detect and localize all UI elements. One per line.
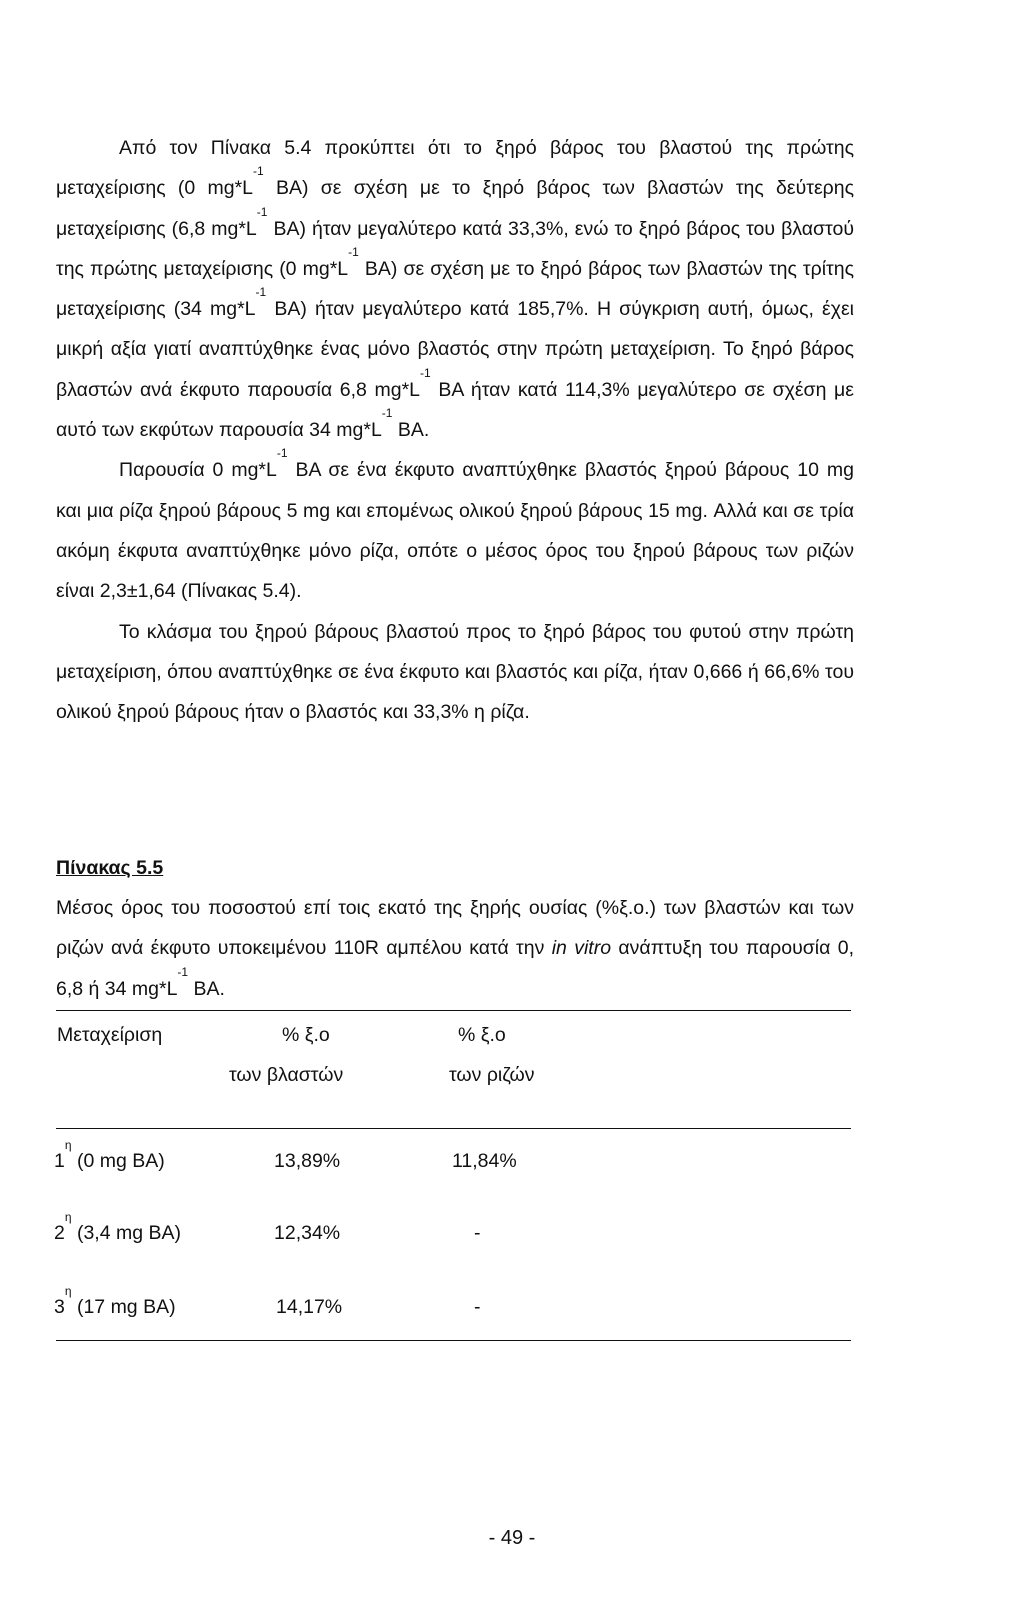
paragraph-2-text: Παρουσία 0 mg*L (119, 459, 277, 482)
row-1-shoots: 13,89% (274, 1150, 341, 1172)
row-1-treatment (54, 1138, 165, 1180)
row-3-number: 3 (54, 1296, 65, 1318)
paragraph-1-text: Από τον Πίνακα 5.4 προκύπτει ότι το ξηρό βάρος του βλαστού της πρώτης μεταχείρισης (0 mg*L (56, 137, 854, 200)
paragraph-2-text: BA σε ένα έκφυτο αναπτύχθηκε βλαστός ξηρού βάρους 10 mg και μια ρίζα ξηρού βάρους 5 mg και επομένως ολικού ξηρού βάρους 15 mg. Αλλά και σε τρία ακόμη έκφυτα αναπτύχθηκε μόνο ρίζα, οπότε ο μέσος όρος του ξηρού βάρους των ριζών είναι 2,3±1,64 (Πίνακας 5.4). (56, 459, 854, 603)
row-2-number: 2 (54, 1222, 65, 1244)
header-roots-line2: των ριζών (449, 1064, 535, 1086)
paragraph-1-superscript: -1 (255, 285, 267, 300)
paragraph-1-superscript: -1 (253, 164, 264, 179)
paragraph-2 (56, 446, 854, 611)
row-1-ordinal: η (64, 1138, 72, 1152)
row-2-dose: (3,4 mg BA) (71, 1222, 181, 1244)
row-3-roots: - (474, 1296, 481, 1318)
header-shoots-line2: των βλαστών (229, 1064, 344, 1086)
caption-italic-text: in vitro (551, 937, 612, 960)
paragraph-1 (56, 128, 854, 450)
table-caption (56, 852, 854, 1009)
paragraph-1-superscript: -1 (256, 204, 268, 219)
row-3-ordinal: η (64, 1284, 72, 1298)
paragraph-1-text: BA ήταν κατά 114,3% μεγαλύτερο σε σχέση με αυτό των εκφύτων παρουσία 34 mg*L (56, 378, 854, 442)
row-2-shoots: 12,34% (274, 1222, 341, 1244)
header-treatment: Μεταχείριση (57, 1024, 163, 1046)
row-2-ordinal: η (64, 1210, 72, 1224)
row-3-treatment (54, 1284, 176, 1326)
row-1-roots: 11,84% (452, 1150, 517, 1172)
table-top-rule (56, 1010, 851, 1011)
row-3-dose: (17 mg BA) (71, 1296, 176, 1318)
caption-text: Μέσος όρος του ποσοστού επί τοις εκατό της ξηρής ουσίας (%ξ.ο.) των βλαστών και των ριζών ανά έκφυτο υποκειμένου 110R αμπέλου κατά την (56, 897, 854, 960)
paragraph-1-superscript: -1 (420, 365, 431, 380)
paragraph-3 (56, 612, 854, 733)
row-1-dose: (0 mg BA) (71, 1150, 165, 1172)
row-2-roots: - (474, 1222, 481, 1244)
caption-text: ανάπτυξη του παρουσία 0, 6,8 ή 34 mg*L (56, 937, 854, 1000)
paragraph-1-text: BA) σε σχέση με το ξηρό βάρος των βλαστών της τρίτης μεταχείρισης (34 mg*L (56, 257, 854, 321)
row-2-treatment (54, 1210, 181, 1252)
paragraph-2-superscript: -1 (276, 446, 288, 461)
table-description (56, 888, 854, 1009)
paragraph-1-superscript: -1 (348, 244, 359, 259)
table-header-rule (56, 1128, 851, 1129)
caption-text: BA. (188, 977, 225, 1000)
table-bottom-rule (56, 1340, 851, 1341)
paragraph-1-text: BA) σε σχέση με το ξηρό βάρος των βλαστών της δεύτερης μεταχείρισης (6,8 mg*L (56, 177, 854, 240)
paragraph-1-text: BA) ήταν μεγαλύτερο κατά 185,7%. Η σύγκριση αυτή, όμως, έχει μικρή αξία γιατί αναπτύχθηκε ένας μόνο βλαστός στην πρώτη μεταχείριση. Το ξηρό βάρος βλαστών ανά έκφυτο παρουσία 6,8 mg*L (56, 298, 854, 401)
paragraph-1-superscript: -1 (381, 406, 393, 421)
header-shoots-line1: % ξ.ο (282, 1024, 330, 1046)
page-number: - 49 - (488, 1527, 536, 1549)
row-3-shoots: 14,17% (276, 1296, 343, 1318)
caption-superscript: -1 (177, 964, 189, 979)
body-text (56, 128, 854, 732)
table-title: Πίνακας 5.5 (56, 857, 164, 879)
paragraph-1-text: BA) ήταν μεγαλύτερο κατά 33,3%, ενώ το ξηρό βάρος του βλαστού της πρώτης μεταχείρισης (0 mg*L (56, 217, 854, 280)
row-1-number: 1 (54, 1150, 65, 1172)
paragraph-1-text: BA. (392, 419, 430, 442)
paragraph-3-text: Το κλάσμα του ξηρού βάρους βλαστού προς το ξηρό βάρος του φυτού στην πρώτη μεταχείριση, όπου αναπτύχθηκε σε ένα έκφυτο και βλαστός και ρίζα, ήταν 0,666 ή 66,6% του ολικού ξηρού βάρους ήταν ο βλαστός και 33,3% η ρίζα. (56, 620, 854, 724)
header-roots-line1: % ξ.ο (458, 1024, 506, 1046)
